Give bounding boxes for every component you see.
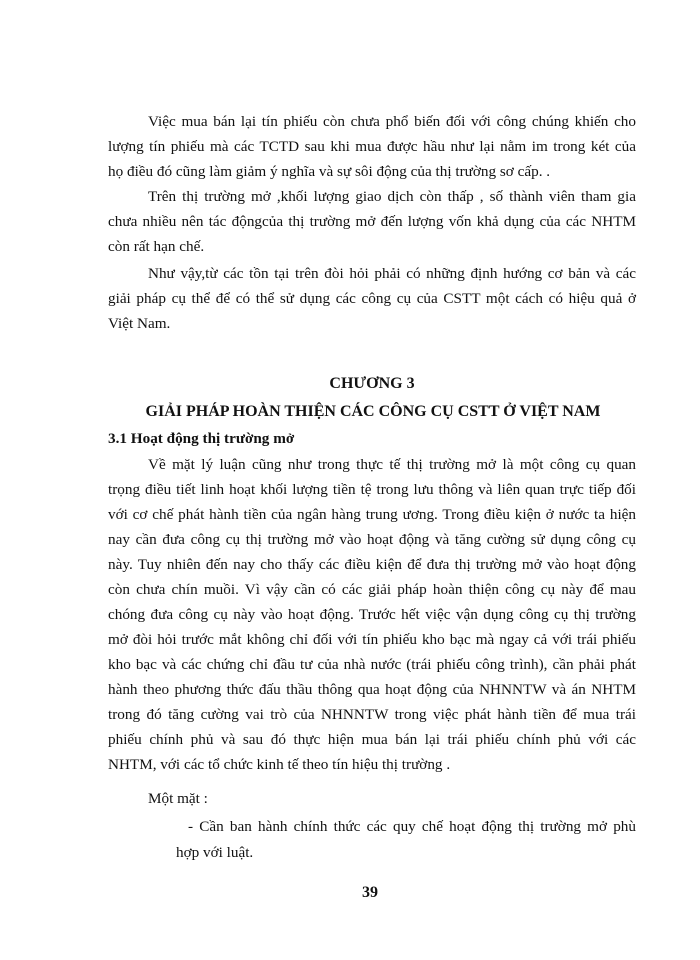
paragraph-4-line-4: nay cần đưa công cụ thị trường mở vào hoạt động và tăng cường sử dụng công cụ [108, 531, 636, 548]
paragraph-4-line-12: phiếu chính phủ và sau đó thực hiện mua bán lại trái phiếu chính phủ với các [108, 731, 636, 748]
paragraph-4-line-10: hành theo phương thức đấu thầu thông qua hoạt động của NHNNTW và án NHTM [108, 681, 636, 698]
paragraph-2-line-1: Trên thị trường mở ,khối lượng giao dịch còn thấp , số thành viên tham gia [148, 188, 636, 205]
paragraph-3-line-1: Như vậy,từ các tồn tại trên đòi hỏi phải có những định hướng cơ bản và các [148, 265, 636, 282]
paragraph-4-line-11: trong đó tăng cường vai trò của NHNNTW trong việc phát hành tiền để mua trái [108, 706, 636, 723]
paragraph-1-line-1: Việc mua bán lại tín phiếu còn chưa phổ biến đối với công chúng khiến cho [148, 113, 636, 130]
bullet-1-line-2: hợp với luật. [176, 844, 254, 861]
paragraph-4-line-1: Về mặt lý luận cũng như trong thực tế thị trường mở là một công cụ quan [148, 456, 636, 473]
paragraph-4-line-8: mở đòi hỏi trước mắt không chỉ đối với tín phiếu kho bạc mà ngay cả với trái phiếu [108, 631, 636, 648]
paragraph-4-line-7: chóng đưa công cụ này vào hoạt động. Trước hết việc vận dụng công cụ thị trường [108, 606, 636, 623]
paragraph-3-line-2: giải pháp cụ thể để có thể sử dụng các công cụ của CSTT một cách có hiệu quả ở [108, 290, 636, 307]
bullet-1-line-1: - Cần ban hành chính thức các quy chế hoạt động thị trường mở phù [188, 818, 636, 835]
page-number: 39 [362, 884, 378, 901]
paragraph-1-line-2: lượng tín phiếu mà các TCTD sau khi mua được hầu như lại nằm im trong két của [108, 138, 636, 155]
paragraph-2-line-3: còn rất hạn chế. [108, 238, 205, 255]
paragraph-4-line-5: này. Tuy nhiên đến nay cho thấy các điều kiện để đưa thị trường mở vào hoạt động [108, 556, 636, 573]
paragraph-4-line-9: kho bạc và các chứng chỉ đầu tư của nhà nước (trái phiếu công trình), cần phải phát [108, 656, 636, 673]
paragraph-3-line-3: Việt Nam. [108, 315, 171, 332]
paragraph-4-line-3: với cơ chế phát hành tiền của ngân hàng trung ương. Trong điều kiện ở nước ta hiện [108, 506, 636, 523]
chapter-number: CHƯƠNG 3 [329, 375, 415, 392]
paragraph-2-line-2: chưa nhiều nên tác độngcủa thị trường mở đến lượng vốn khả dụng của các NHTM [108, 213, 636, 230]
paragraph-4-line-13: NHTM, với các tổ chức kinh tế theo tín hiệu thị trường . [108, 756, 451, 773]
paragraph-4-line-2: trọng điều tiết linh hoạt khối lượng tiền tệ trong lưu thông và liên quan trực tiếp đối [108, 481, 636, 498]
section-heading: 3.1 Hoạt động thị trường mở [108, 430, 295, 447]
chapter-title: GIẢI PHÁP HOÀN THIỆN CÁC CÔNG CỤ CSTT Ở VIỆT NAM [145, 403, 601, 420]
paragraph-4-line-6: còn chưa chín muồi. Vì vậy cần có các giải pháp hoàn thiện công cụ này để mau [108, 581, 636, 598]
paragraph-5-line-1: Một mặt : [148, 790, 208, 807]
paragraph-1-line-3: họ điều đó cũng làm giảm ý nghĩa và sự sôi động của thị trường sơ cấp. . [108, 163, 551, 180]
